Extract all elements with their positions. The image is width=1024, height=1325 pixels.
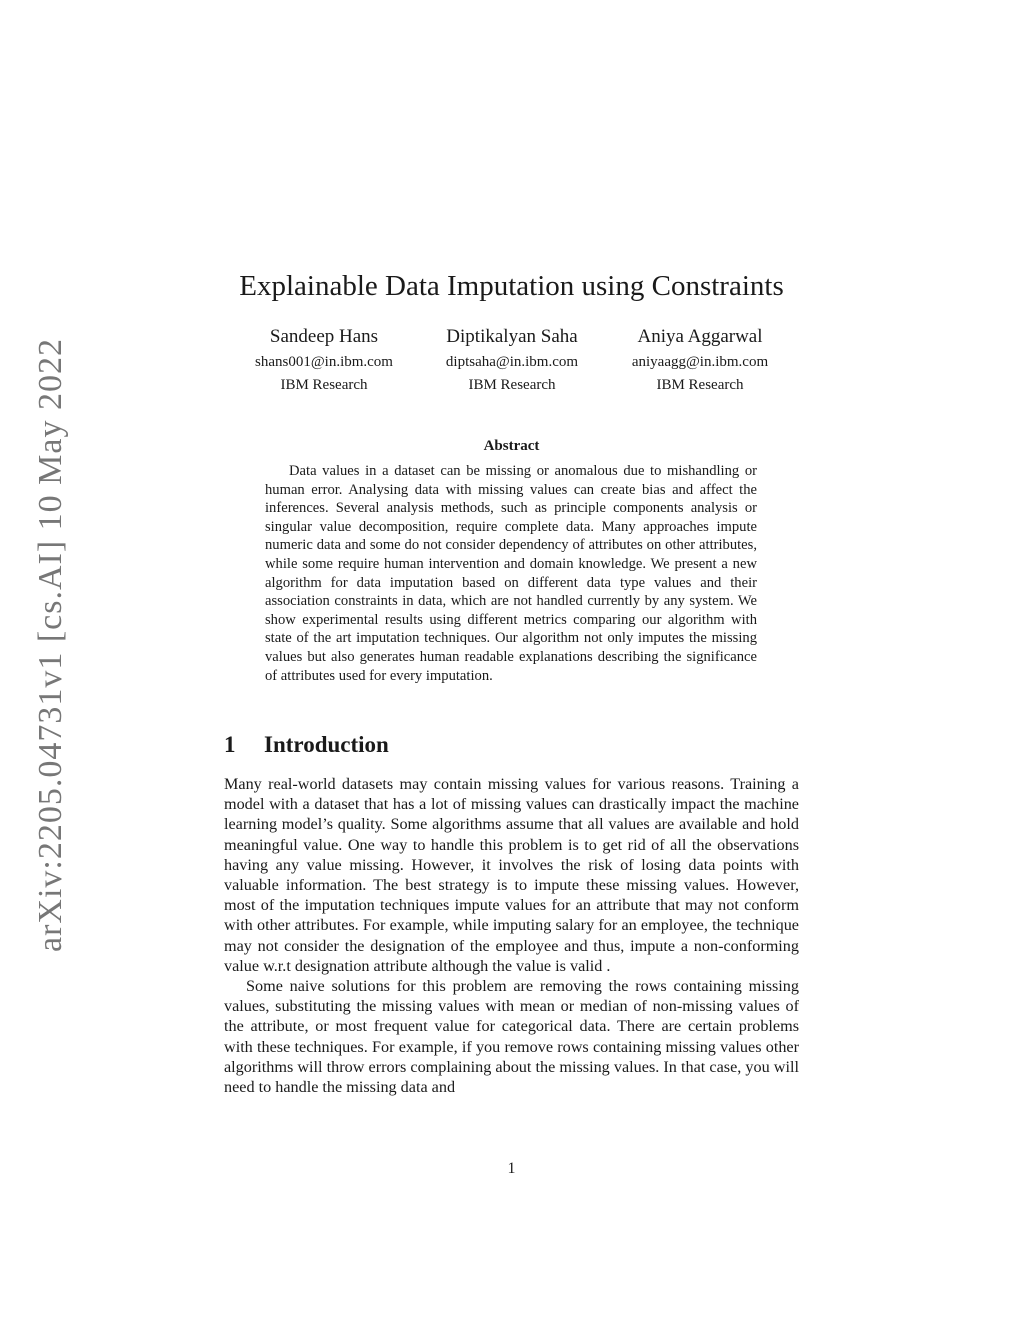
abstract-heading: Abstract [483,438,540,454]
section-number: 1 [224,732,236,757]
author-2 [412,323,612,398]
section-title: Introduction [264,732,389,757]
body-paragraph: Some naive solutions for this problem are removing the rows containing missing values, substituting the missing values with mean or median of non-missing values of the attribute, or most frequent value for categorical data. There are certain problems with these techniques. For example, if you remove rows containing missing values other algorithms will throw errors complaining about the missing values. In that case, you will need to handle the missing data and [224,977,799,1097]
author-affiliation: IBM Research [656,377,744,393]
author-name: Aniya Aggarwal [637,326,763,347]
author-3 [600,323,800,398]
section-body [224,774,799,1097]
page-number: 1 [507,1160,516,1177]
arxiv-identifier: arXiv:2205.04731v1 [cs.AI] 10 May 2022 [32,337,69,953]
author-email: aniyaagg@in.ibm.com [631,354,769,370]
author-name: Diptikalyan Saha [446,326,578,347]
author-block [224,323,799,403]
author-name: Sandeep Hans [269,326,379,347]
section-heading [224,730,799,760]
author-affiliation: IBM Research [468,377,556,393]
author-email: shans001@in.ibm.com [255,354,393,370]
paper-title: Explainable Data Imputation using Constraints [239,270,784,302]
body-paragraph: Many real-world datasets may contain missing values for various reasons. Training a model with a dataset that has a lot of missing values can drastically impact the machine learning model’s quality. Some algorithms assume that all values are available and hold meaningful value. One way to handle this problem is to get rid of all the observations having any value missing. However, it involves the risk of losing data points with valuable information. The best strategy is to impute these missing values. However, most of the imputation techniques impute values for an attribute that may not conform with other attributes. For example, while imputing salary for an employee, the technique may not consider the designation of the employee and thus, impute a non-conforming value w.r.t designation attribute although the value is valid . [224,775,799,975]
author-affiliation: IBM Research [280,377,368,393]
author-1 [224,323,424,398]
author-email: diptsaha@in.ibm.com [445,354,579,370]
abstract-text: Data values in a dataset can be missing or anomalous due to mishandling or human error. Analysing data with missing values can create bias and affect the inferences. Several analysis methods, such as principle components analysis or singular value decomposition, require complete data. Many approaches impute numeric data and some do not consider dependency of attributes on other attributes, while some require human intervention and domain knowledge. We present a new algorithm for data imputation based on different data type values and their association constraints in data, which are not handled currently by any system. We show experimental results using different metrics comparing our algorithm with state of the art imputation techniques. Our algorithm not only imputes the missing values but also generates human readable explanations describing the significance of attributes used for every imputation. [265,463,757,684]
